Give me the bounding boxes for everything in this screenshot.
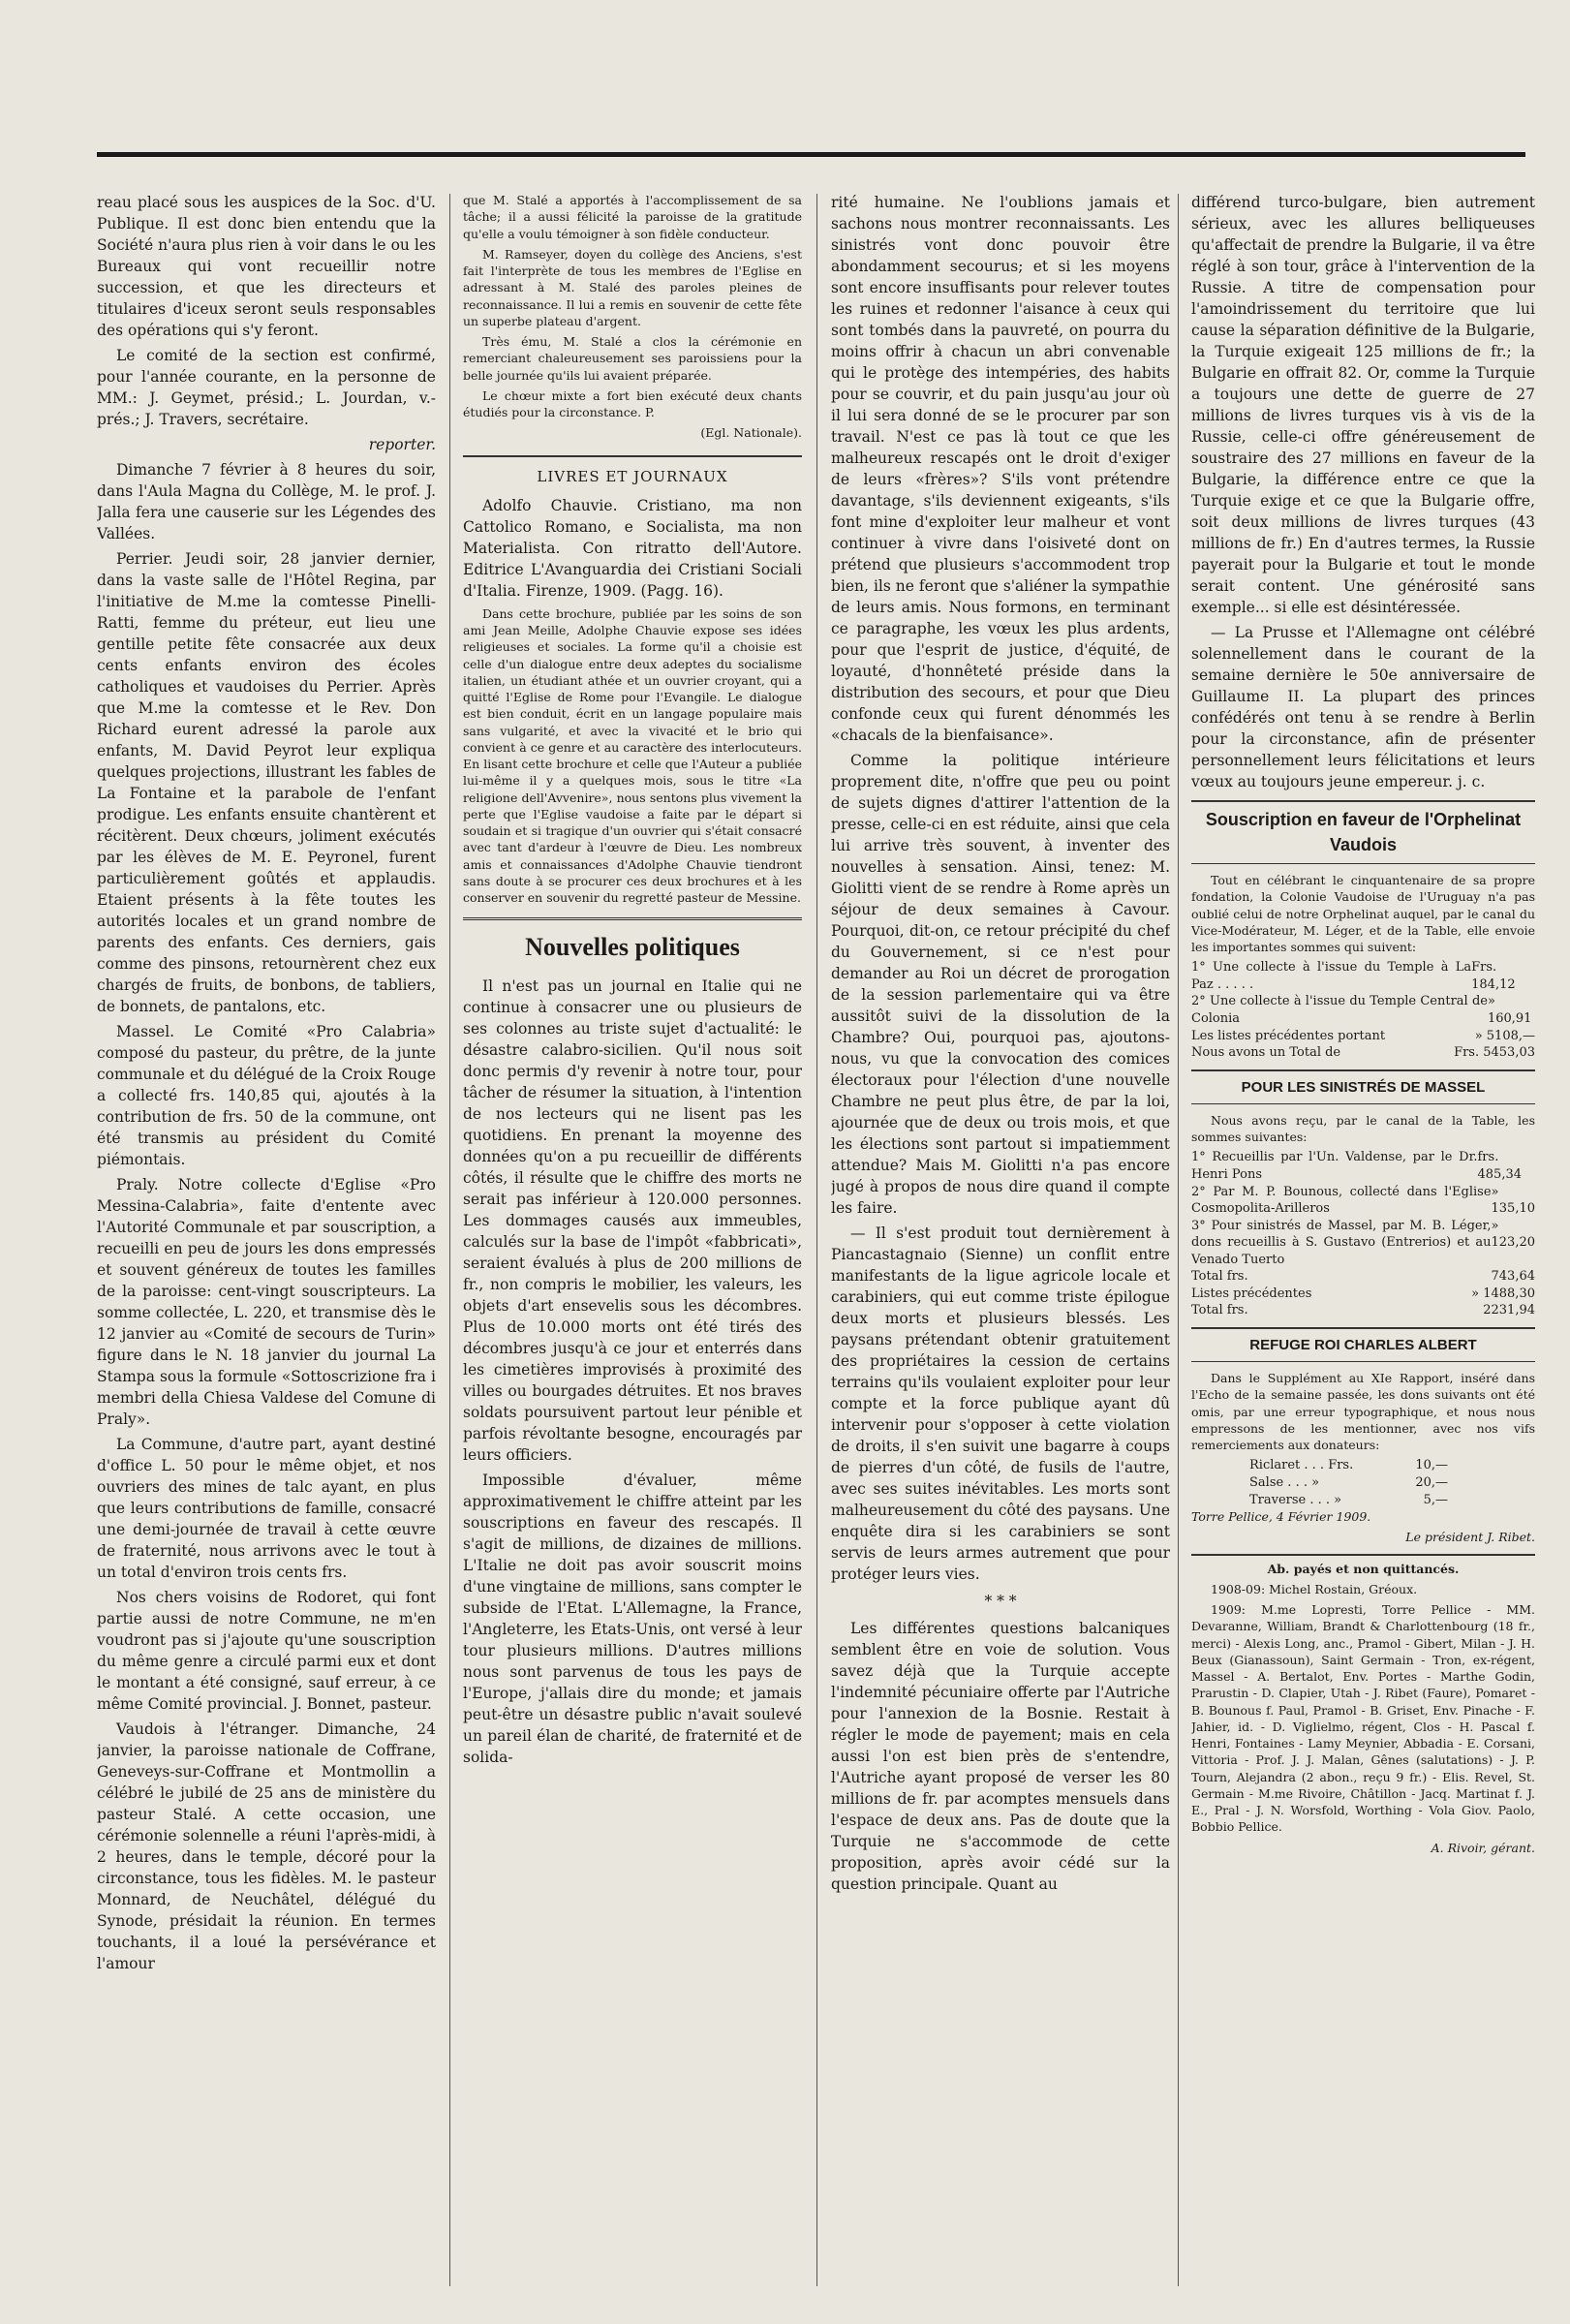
item-label: 2° Par M. P. Bounous, collecté dans l'Eglise Cosmopolita-Arilleros: [1191, 1184, 1492, 1217]
item-value: » 123,20: [1491, 1218, 1535, 1251]
item-label: Les listes précédentes portant: [1191, 1028, 1386, 1043]
abonnes-heading: Ab. payés et non quittancés.: [1191, 1554, 1535, 1577]
col2-para-4: Le chœur mixte a fort bien exécuté deux chants étudiés pour la circonstance. P.: [463, 387, 802, 419]
column-2: [463, 192, 802, 2289]
column-divider: [816, 194, 817, 2286]
refuge-list: [1191, 1457, 1535, 1508]
refuge-heading: REFUGE ROI CHARLES ALBERT: [1191, 1327, 1535, 1362]
column-divider: [1178, 194, 1179, 2286]
item-value: » 160,91: [1487, 994, 1532, 1026]
massel-list: [1191, 1149, 1535, 1318]
col1-perrier: Perrier. Jeudi soir, 28 janvier dernier, dans la vaste salle de l'Hôtel Regina, par l'initiative de M.me la comtesse Pinelli-Ratti, femme du préteur, eut lieu une gentille petite fête consacrée aux deux cents enfants environ des écoles catholiques et vaudoises du Perrier. Après que M.me la comtesse et le Rev. Don Richard eurent adressé la parole aux enfants, M. David Peyrot leur expliqua quelques projections, illustrant les fables de La Fontaine et la parabole de l'enfant prodigue. Les enfants ensuite chantèrent et récitèrent. Deux chœurs, joliment exécutés par les élèves de M. E. Peyronel, furent particulièrement goûtés et applaudis. Etaient présents à la fête toutes les autorités locales et un grand nombre de parents des enfants. Ces derniers, gais comme des pinsons, retournèrent chez eux chargés de fruits, de bonbons, de tabliers, de bonnets, de pantalons, etc.: [97, 550, 436, 1015]
refuge-text: Dans le Supplément au XIe Rapport, inséré dans l'Echo de la semaine passée, les dons suivants ont été omis, par une erreur typographique, et nous nous empressons de les mentionner, avec nos vifs remerciements aux donateurs:: [1191, 1371, 1535, 1453]
item-label: Total frs.: [1191, 1303, 1248, 1318]
massel-text: Nous avons reçu, par le canal de la Table, les sommes suivantes:: [1191, 1112, 1535, 1145]
orphelinat-list: [1191, 959, 1535, 1061]
massel-heading: POUR LES SINISTRÉS DE MASSEL: [1191, 1069, 1535, 1104]
item-value: 20,—: [1415, 1474, 1448, 1490]
list-item: [1191, 1286, 1535, 1303]
item-value: Frs. 5453,03: [1454, 1045, 1535, 1061]
gerant-signature: A. Rivoir, gérant.: [1431, 1840, 1535, 1855]
abonnes-1908: 1908-09: Michel Rostain, Gréoux.: [1211, 1581, 1418, 1596]
item-label: Nous avons un Total de: [1191, 1045, 1341, 1061]
top-rule: [97, 152, 1525, 157]
col4-para-2: — La Prusse et l'Allemagne ont célébré solennellement dans le courant de la semaine dernière le 50e anniversaire de Guillaume II. La plupart des princes confédérés ont tenu à se rendre à Berlin pour la circonstance, afin de présenter personnellement leurs félicitations et leurs vœux au toujours jeune empereur. j. c.: [1191, 624, 1535, 790]
list-item: [1191, 1302, 1535, 1319]
item-label: 1° Une collecte à l'issue du Temple à La Paz . . . . .: [1191, 960, 1472, 992]
col1-para-2: Le comité de la section est confirmé, pour l'année courante, en la personne de MM.: J. Geymet, présid.; L. Jourdan, v.-prés.; J. Travers, secrétaire.: [97, 347, 436, 428]
item-value: » 135,10: [1491, 1184, 1535, 1217]
list-item: [1249, 1474, 1448, 1492]
column-divider: [449, 194, 450, 2286]
orphelinat-heading: Souscription en faveur de l'Orphelinat Vaudois: [1191, 800, 1535, 864]
item-label: 2° Une collecte à l'issue du Temple Central de Colonia: [1191, 994, 1488, 1026]
item-label: Total frs.: [1191, 1269, 1248, 1285]
item-value: » 1488,30: [1471, 1286, 1535, 1301]
livres-heading: LIVRES ET JOURNAUX: [463, 455, 802, 487]
politiques-para-1: Il n'est pas un journal en Italie qui ne continue à consacrer une ou plusieurs de ses colonnes au triste sujet d'actualité: le désastre calabro-sicilien. Qu'il nous soit donc permis d'y revenir à notre tour, pour tâcher de résumer la situation, à l'intention de nos lecteurs qui ne lisent pas les quotidiens. En prenant la moyenne des données qu'on a pu recueillir de différents côtés, il résulte que le chiffre des morts ne serait pas inférieur à 120.000 personnes. Les dommages causés aux immeubles, calculés sur la base de l'impôt «fabbricati», seraient évalués à plus de 200 millions de fr., non compris le mobilier, les valeurs, les objets d'art ensevelis sous les décombres. Plus de 10.000 morts ont été tirés des décombres jusqu'à ce jour et enterrés dans les cimetières improvisés à proximité des villes ou bourgades détruites. Et nos braves soldats poursuivent partout leur pénible et parfois révoltante besogne, encouragés par leurs officiers.: [463, 977, 802, 1465]
col1-commune: La Commune, d'autre part, ayant destiné d'office L. 50 pour le même objet, et nos ouvriers des mines de talc ayant, en plus que leurs contributions de famille, consacré une demi-journée de travail à cette œuvre de fraternité, nous arrivons avec le tout à un total d'environ trois cents frs.: [97, 1436, 436, 1581]
nouvelles-politiques-heading: Nouvelles politiques: [463, 917, 802, 966]
asterism: * * *: [984, 1593, 1017, 1610]
item-value: 743,64: [1491, 1269, 1535, 1285]
item-value: Frs. 184,12: [1471, 960, 1516, 992]
list-item: [1191, 1218, 1535, 1269]
list-item: [1249, 1492, 1448, 1509]
col1-para-1: reau placé sous les auspices de la Soc. d'U. Publique. Il est donc bien entendu que la Société n'aura plus rien à voir dans le ou les Bureaux qui vont recueillir notre succession, et que les directeurs et titulaires d'iceux seront seuls responsables des opérations qui s'y feront.: [97, 194, 436, 339]
list-item: [1249, 1457, 1448, 1474]
col2-source: (Egl. Nationale).: [700, 425, 802, 441]
col3-para-4: Les différentes questions balcaniques semblent être en voie de solution. Vous savez déjà que la Turquie accepte l'indemnité pécuniaire offerte par l'Autriche pour l'annexion de la Bosnie. Restait à régler le mode de payement; mais en cela aussi l'on est bien près de s'entendre, l'Autriche ayant proposé de verser les 80 millions de fr. par acomptes mensuels dans l'espace de deux ans. Pas de doute que la Turquie ne s'accommode de cette proposition, après avoir cédé sur la question principale. Quant au: [831, 1620, 1170, 1893]
col4-para-1: différend turco-bulgare, bien autrement sérieux, avec les allures belliqueuses qu'affectait de prendre la Bulgarie, il va être réglé à son tour, grâce à l'intervention de la Russie. A titre de compensation pour l'amoindrissement du territoire que lui cause la séparation définitive de la Bulgarie, la Turquie exigeait 125 millions de fr.; la Bulgarie en offrait 82. Or, comme la Turquie a toujours une dette de guerre de 27 millions de livres turques vis à vis de la Russie, celle-ci offre généreusement de soustraire des 27 millions en faveur de la Bulgarie, la différence entre ce que la Turquie exige et ce que la Bulgarie offre, soit deux millions de livres turques (43 millions de fr.) En d'autres termes, la Russie payerait pour la Bulgarie et tout le monde serait content. Une générosité sans exemple... si elle est désintéressée.: [1191, 194, 1535, 616]
list-item: [1191, 1268, 1535, 1286]
item-label: 3° Pour sinistrés de Massel, par M. B. Léger, dons recueillis à S. Gustavo (Entrerios) et au Venado Tuerto: [1191, 1218, 1492, 1267]
item-value: 2231,94: [1483, 1303, 1535, 1318]
list-item: [1191, 1184, 1535, 1218]
list-item: [1191, 1044, 1535, 1062]
refuge-date: Torre Pellice, 4 Février 1909.: [1191, 1509, 1371, 1525]
orphelinat-text: Tout en célébrant le cinquantenaire de sa propre fondation, la Colonie Vaudoise de l'Uruguay n'a pas oublié celui de notre Orphelinat auquel, par le canal du Vice-Modérateur, M. Léger, et de la Table, elle envoie les importantes sommes qui suivent:: [1191, 873, 1535, 955]
col1-para-3: Dimanche 7 février à 8 heures du soir, dans l'Aula Magna du Collège, M. le prof. J. Jalla fera une causerie sur les Légendes des Vallées.: [97, 461, 436, 542]
col2-para-1: que M. Stalé a apportés à l'accomplissement de sa tâche; il a aussi félicité la paroisse de la gratitude qu'elle a voulu témoigner à son fidèle conducteur.: [463, 193, 802, 241]
item-label: Riclaret . . . Frs.: [1249, 1458, 1354, 1473]
abonnes-1909: 1909: M.me Lopresti, Torre Pellice - MM. Devaranne, William, Brandt & Charlottenbourg (18 fr., merci) - Alexis Long, anc., Pramol - Gibert, Milan - J. H. Beux (Gianassoun), Saint Germain - Tron, ex-régent, Massel - A. Bertalot, Env. Portes - Marthe Godin, Prarustin - D. Clapier, Utah - J. Ribet (Faure), Pomaret - B. Bounous f. Paul, Pramol - B. Griset, Env. Pinache - F. Jahier, id. - D. Viglielmo, régent, Clos - H. Pascal f. Henri, Fontaines - Lamy Meynier, Abbadia - E. Corsani, Vittoria - Prof. J. J. Malan, Gênes (salutations) - J. P. Tourn, Alejandra (2 abon., reçu 9 fr.) - Elis. Revel, St. Germain - M.me Rivoire, Châtillon - Jacq. Martinat f. J. E., Pral - J. N. Worsfold, Worthing - Vola Giov. Paolo, Bobbio Pellice.: [1191, 1602, 1535, 1835]
col3-para-3: — Il s'est produit tout dernièrement à Piancastagnaio (Sienne) un conflit entre manifestants de la ligue agricole locale et carabiniers, qui eut comme triste épilogue deux morts et plusieurs blessés. Les paysans prétendant obtenir gratuitement des propriétaires la cession de certains terrains qu'ils voulaient exploiter pour leur compte et la force publique ayant dû intervenir pour s'opposer à cette violation de droits, il s'en suivit une bagarre à coups de pierres d'un côté, de fusils de l'autre, avec ses suites inévitables. Les morts sont malheureusement du côté des paysans. Une enquête dira si les carabiniers se sont servis de leurs armes autrement que pour protéger leurs vies.: [831, 1224, 1170, 1583]
list-item: [1191, 993, 1535, 1027]
item-value: frs. 485,34: [1477, 1150, 1522, 1182]
item-label: Traverse . . . »: [1249, 1492, 1342, 1507]
col3-para-1: rité humaine. Ne l'oublions jamais et sachons nous montrer reconnaissants. Les sinistrés vont donc pouvoir être abondamment secourus; et si les moyens sont encore insuffisants pour relever toutes les ruines et redonner l'aisance à ceux qui sont tombés dans la pauvreté, on pourra du moins offrir à chacun un abri convenable qui le protège des intempéries, des habits pour se couvrir, et du pain jusqu'au jour où il lui sera donné de se le procurer par son travail. N'est ce pas là tout ce que les malheureux rescapés ont le droit d'exiger de leurs «frères»? S'ils vont prétendre davantage, s'ils deviennent exigeants, s'ils font mine d'exploiter leur malheur et vont continuer à vivre dans l'oisiveté dont on prétend que plusieurs s'accommodent trop bien, ils ne feront que s'aliéner la sympathie de leurs amis. Nous formons, en terminant ce paragraphe, les vœux les plus ardents, pour que l'esprit de justice, d'équité, de loyauté, d'honnêteté préside dans la distribution des secours, et pour que Dieu confonde ceux qui furent dénommés les «chacals de la bienfaisance».: [831, 194, 1170, 744]
livres-review: Dans cette brochure, publiée par les soins de son ami Jean Meille, Adolphe Chauvie expose ses idées religieuses et sociales. La forme qu'il a choisie est celle d'un dialogue entre deux adeptes du socialisme italien, un étudiant athée et un ouvrier croyant, qui a quitté l'Eglise de Rome pour l'Evangile. Le dialogue est bien conduit, écrit en un langage populaire mais sans vulgarité, et avec la vivacité et le brio qui convient à ce genre et au caractère des interlocuteurs. En lisant cette brochure et celle que l'Auteur a publiée lui-même il y a quelques mois, sous le titre «La religione dell'Avvenire», nous sentons plus vivement la perte que l'Eglise vaudoise a faite par le départ si soudain et si tragique d'un ouvrier qui s'était consacré avec tant d'ardeur à l'œuvre de Dieu. Les nombreux amis et connaissances d'Adolphe Chauvie tiendront sans doute à se procurer ces deux brochures et à les conserver en souvenir du regretté pasteur de Messine.: [463, 605, 802, 906]
col1-massel: Massel. Le Comité «Pro Calabria» composé du pasteur, du prêtre, de la junte communale et du délégué de la Croix Rouge a collecté frs. 140,85 qui, ajoutés à la contribution de frs. 50 de la commune, ont été transmis au président du Comité piémontais.: [97, 1023, 436, 1168]
col1-vaudois-etranger: Vaudois à l'étranger. Dimanche, 24 janvier, la paroisse nationale de Coffrane, Geneveys-sur-Coffrane et Montmollin a célébré le jubilé de 25 ans de ministère du pasteur Stalé. A cette occasion, une cérémonie solennelle a réuni l'après-midi, à 2 heures, dans le temple, décoré pour la circonstance, tous les fidèles. M. le pasteur Monnard, de Neuchâtel, délégué du Synode, présidait la réunion. En termes touchants, il a loué la persévérance et l'amour: [97, 1720, 436, 1972]
column-4: [1191, 192, 1535, 2289]
list-item: [1191, 959, 1535, 993]
col2-para-2: M. Ramseyer, doyen du collège des Anciens, s'est fait l'interprète de tous les membres de l'Eglise en adressant à M. Stalé des paroles pleines de reconnaissance. Il lui a remis en souvenir de cette fête un superbe plateau d'argent.: [463, 246, 802, 328]
col3-para-2: Comme la politique intérieure proprement dite, n'offre que peu ou point de sujets dignes d'attirer l'attention de la presse, celle-ci en est réduite, ainsi que cela lui arrive très souvent, à inventer des nouvelles à sensation. Ainsi, tenez: M. Giolitti vient de se rendre à Rome après un séjour de deux semaines à Cavour. Pourquoi, dit-on, ce retour précipité du chef du Gouvernement, si ce n'est pour demander au Roi un décret de prorogation de la session parlementaire qui va être aussitôt suivi de la dissolution de la Chambre? Oui, pourquoi pas, ajoutons-nous, vu que la convocation des comices électoraux pour l'élection d'une nouvelle Chambre ne peut plus être, de par la loi, ajournée que de deux ou trois mois, et que les élections sont partout si impatiemment attendue? Mais M. Giolitti n'a pas encore jugé à propos de nous dire quand il compte les faire.: [831, 752, 1170, 1217]
item-value: 10,—: [1415, 1458, 1448, 1473]
list-item: [1191, 1028, 1535, 1045]
col1-rodoret: Nos chers voisins de Rodoret, qui font partie aussi de notre Commune, ne m'en voudront pas si j'ajoute qu'une souscription du même genre a circulé parmi eux et dont le montant a été consigné, sauf erreur, à ce même Comité provincial. J. Bonnet, pasteur.: [97, 1589, 436, 1713]
item-value: » 5108,—: [1474, 1028, 1535, 1043]
list-item: [1191, 1149, 1535, 1183]
item-label: Listes précédentes: [1191, 1286, 1312, 1301]
column-3: [831, 192, 1170, 2289]
livres-title: Adolfo Chauvie. Cristiano, ma non Cattolico Romano, e Socialista, ma non Materialista. Con ritratto dell'Autore. Editrice L'Avanguardia dei Cristiani Sociali d'Italia. Firenze, 1909. (Pagg. 16).: [463, 496, 802, 600]
item-label: Salse . . . »: [1249, 1474, 1320, 1490]
col1-reporter: reporter.: [368, 436, 436, 453]
column-1: [97, 192, 436, 2289]
item-label: 1° Recueillis par l'Un. Valdense, par le Dr. Henri Pons: [1191, 1150, 1478, 1182]
item-value: 5,—: [1423, 1492, 1448, 1507]
refuge-signature: Le président J. Ribet.: [1405, 1530, 1535, 1545]
col2-para-3: Très ému, M. Stalé a clos la cérémonie en remerciant chaleureusement ses paroissiens pour la belle journée qu'ils lui avaient préparée.: [463, 334, 802, 383]
col1-praly: Praly. Notre collecte d'Eglise «Pro Messina-Calabria», faite d'entente avec l'Autorité Communale et par souscription, a recueilli en peu de jours les dons empressés et souvent généreux de toutes les familles de la paroisse: cent-vingt souscripteurs. La somme collectée, L. 220, et transmise dès le 12 janvier au «Comité de secours de Turin» figure dans le N. 18 janvier du journal La Stampa sous la formule «Sottoscrizione fra i membri della Chiesa Valdese del Comune di Praly».: [97, 1176, 436, 1428]
politiques-para-2: Impossible d'évaluer, même approximativement le chiffre atteint par les souscriptions en faveur des rescapés. Il s'agit de millions, de dizaines de millions. L'Italie ne doit pas avoir souscrit moins d'une vingtaine de millions, sans compter le subside de l'Etat. L'Allemagne, la France, l'Angleterre, les Etats-Unis, ont versé à leur tour plusieurs millions. D'autres millions nous sont parvenus de tous les pays de l'Europe, j'allais dire du monde; et jamais peut-être un désastre public n'avait soulevé un pareil élan de charité, de fraternité et de solida-: [463, 1472, 802, 1767]
